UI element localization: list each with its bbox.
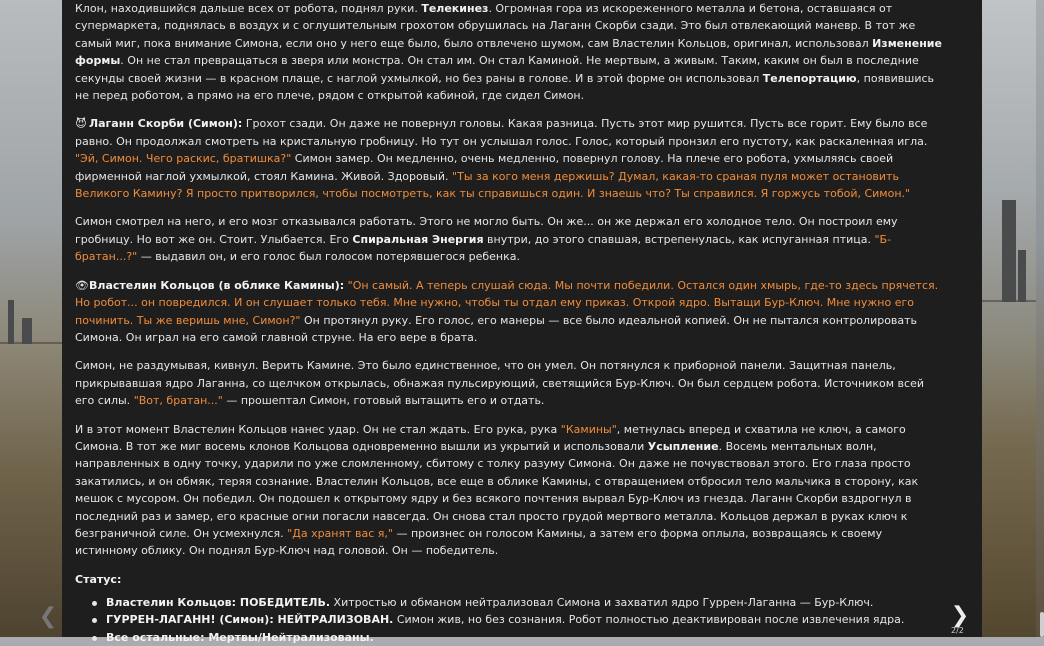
bold-term: Усыпление xyxy=(647,439,719,453)
quoted-speech: "Ты за кого меня держишь? Думал, какая-то сраная пуля может остановить Великого Камину? Я просто притворился, чтобы посмотреть, как ты справишься один. И знаешь что? Ты справился. Я горжусь тобой, Симон." xyxy=(75,169,911,201)
narrative-text: . Огромная гора из искореженного металла и бетона, оставшаяся от супермаркета, поднялась в воздух и с оглушительным грохотом обрушилась на Лаганн Скорби сзади. Это был отвлекающий маневр. В тот же самый миг, пока внимание Симона, если оно у него еще было, было отвлечено шумом, сам Властелин Кольцов, оригинал, использовал xyxy=(75,2,916,50)
narrative-text: — выдавил он, и его голос был голосом потерявшегося ребенка. xyxy=(137,250,520,264)
chat-message-panel xyxy=(62,0,982,644)
narrative-text: Симон, не раздумывая, кивнул. Верить Камине. Это было единственное, что он умел. Он потянулся к приборной панели. Защитная панель, прикрывавшая ядро Лаганна, со щелчком открылась, обнажая пульсирующий, светящийся Бур-Ключ. Он был сердцем робота. Источником всей его силы. xyxy=(75,359,924,408)
status-label: Властелин Кольцов: ПОБЕДИТЕЛЬ. xyxy=(106,596,331,610)
quoted-speech: "Да хранят вас я," xyxy=(287,526,393,540)
ruined-tower xyxy=(1018,250,1026,302)
character-emoji-icon: 😈 xyxy=(75,117,87,131)
page-counter: 2/2 xyxy=(951,626,964,635)
ruined-tower xyxy=(1002,200,1016,302)
quoted-speech: "Камины" xyxy=(560,422,617,436)
status-description: Хитростью и обманом нейтрализовал Симона и захватил ядро Гуррен-Лаганна — Бур-Ключ. xyxy=(330,596,874,610)
status-item xyxy=(92,594,945,611)
story-paragraph xyxy=(75,0,945,104)
narrative-text: Клон, находившийся дальше всех от робота, поднял руки. xyxy=(75,2,422,15)
bold-term: Изменение формы xyxy=(75,36,942,68)
quoted-speech: "Б-братан...?" xyxy=(75,232,892,264)
status-item xyxy=(92,629,945,646)
bold-term: Лаганн Скорби (Симон): xyxy=(89,117,243,131)
narrative-text: , появившись не перед роботом, а прямо на его плече, рядом с открытой кабиной, где сидел Симон. xyxy=(75,71,935,103)
narrative-text: — произнес он голосом Камины, а затем его форма оплыла, возвращаясь к своему истинному облику. Он поднял Бур-Ключ над головой. Он — победитель. xyxy=(75,526,883,558)
status-heading: Статус: xyxy=(75,572,122,586)
bold-term: Властелин Кольцов (в облике Камины): xyxy=(89,278,345,292)
story-paragraph xyxy=(75,421,945,560)
story-paragraph xyxy=(75,213,945,265)
status-item xyxy=(92,611,945,628)
scrollbar-thumb[interactable] xyxy=(1040,612,1044,637)
chevron-left-icon[interactable]: ❮ xyxy=(38,604,58,629)
bold-term: Спиральная Энергия xyxy=(352,232,484,246)
ruined-tower xyxy=(8,300,14,344)
narrative-text: Симон замер. Он медленно, очень медленно, повернул голову. На плече его робота, ухмыляясь своей фирменной наглой ухмылкой, стоял Камина. Живой. Здоровый. xyxy=(75,152,894,183)
quoted-speech: "Он самый. А теперь слушай сюда. Мы почти победили. Остался один хмырь, где-то здесь прячется. Но робот... он повредился. И он слушает только тебя. Мне нужно, чтобы ты отдал ему приказ. Открой ядро. Вытащи Бур-Ключ. Мне нужно его починить. Ты же веришь мне, Симон?" xyxy=(75,278,939,327)
status-list xyxy=(75,594,945,646)
status-label: Все остальные: Мертвы/Нейтрализованы. xyxy=(106,630,374,644)
story-paragraph xyxy=(75,115,945,202)
narrative-text: — прошептал Симон, готовый вытащить его и отдать. xyxy=(222,394,545,408)
quoted-speech: "Эй, Симон. Чего раскис, братишка?" xyxy=(75,152,292,166)
narrative-text: . Восемь ментальных волн, направленных в одну точку, ударили по уже сломленному, сбитому с толку разуму Симона. Он даже не почувствовал этого. Его глаза просто закатились, и он обмяк, теряя сознание. Властелин Кольцов, все еще в облике Камины, с отвращением отбросил тело мальчика в сторону, как мешок с мусором. Он победил. Он подошел к открытому ядру и без всякого почтения вырвал Бур-Ключ из гнезда. Лаганн Скорби вздрогнул в последний раз и замер, его красные огни погасли навсегда. Он снова стал просто грудой мертвого металла. Кольцов держал в руках ключ к безграничной силе. Он усмехнулся. xyxy=(75,439,919,540)
narrative-text: , метнулась вперед и схватила не ключ, а самого Симона. В тот же миг восемь клонов Кольцова одновременно вышли из укрытий и использовали xyxy=(75,422,906,453)
message-content xyxy=(75,0,945,646)
narrative-text: Он протянул руку. Его голос, его манеры — все было идеальной копией. Он не пытался контролировать Симона. Он играл на его самой главной струне. На его вере в брата. xyxy=(75,313,918,344)
chevron-right-icon[interactable]: ❯ xyxy=(950,603,970,628)
narrative-text: внутри, до этого спавшая, встрепенулась, как испуганная птица. xyxy=(483,232,875,246)
bold-term: Телекинез xyxy=(421,2,489,15)
narrative-text: . Он не стал превращаться в зверя или монстра. Он стал им. Он стал Каминой. Не мертвым, а живым. Таким, каким он был в последние секунды своей жизни — в красном плаще, с наглой ухмылкой, но без раны в голове. И в этой форме он использовал xyxy=(75,54,919,85)
quoted-speech: "Вот, братан..." xyxy=(133,394,223,408)
bold-term: Телепортацию xyxy=(762,71,857,85)
character-emoji-icon: 👁 xyxy=(75,278,89,292)
background-scenery-left xyxy=(0,0,62,637)
background-scenery-right xyxy=(982,0,1036,637)
story-paragraph xyxy=(75,357,945,409)
status-description: Симон жив, но без сознания. Робот полностью деактивирован после извлечения ядра. xyxy=(393,613,905,627)
narrative-text: Грохот сзади. Он даже не повернул головы. Какая разница. Пусть этот мир рушится. Пусть все горит. Ему было все равно. Он продолжал смотреть на кристальную гробницу. Но тут он услышал голос. Голос, который пронзил его пустоту, как раскаленная игла. xyxy=(75,117,928,148)
narrative-text: И в этот момент Властелин Кольцов нанес удар. Он не стал ждать. Его рука, рука xyxy=(75,422,561,436)
status-label: ГУРРЕН-ЛАГАНН! (Симон): НЕЙТРАЛИЗОВАН. xyxy=(106,613,394,627)
ruined-building xyxy=(22,318,32,344)
story-paragraph xyxy=(75,277,945,347)
narrative-text: Симон смотрел на него, и его мозг отказывался работать. Этого не могло быть. Он же... он же держал его холодное тело. Он построил ему гробницу. Но вот же он. Стоит. Улыбается. Его xyxy=(75,215,898,246)
